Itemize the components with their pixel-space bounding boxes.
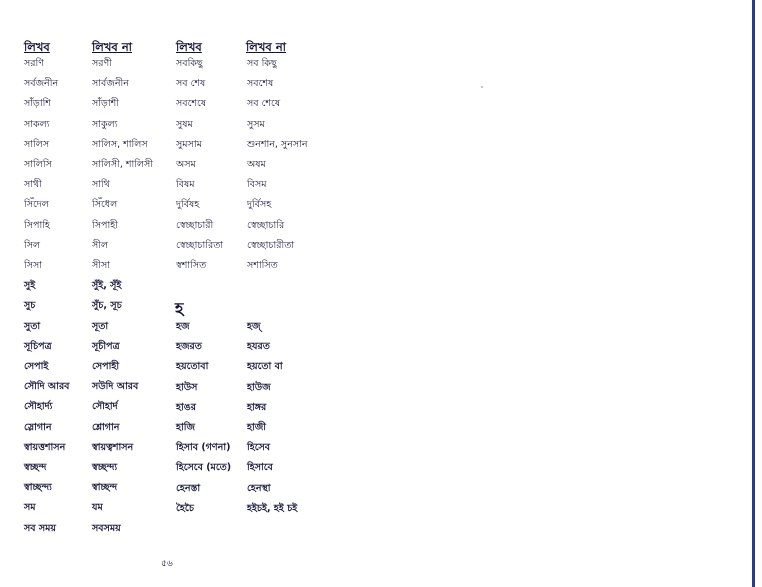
incorrect-word: স্বাচ্ছন্দ [92, 482, 118, 494]
incorrect-word: সাঁড়াশী [92, 98, 119, 110]
correct-word: সুই [24, 280, 36, 292]
correct-word: সব সময় [24, 522, 57, 534]
incorrect-word: সিপাহী [92, 219, 118, 231]
incorrect-word: হিসেব [247, 442, 271, 454]
incorrect-word: হজ্ [247, 321, 261, 332]
correct-word: হাউস [176, 381, 198, 393]
correct-word: স্বেচ্ছাচারী [176, 219, 214, 231]
correct-word: সরণি [24, 58, 44, 69]
incorrect-word: হইচই, হই চই [247, 502, 298, 514]
incorrect-word: স্বচ্ছন্দ্য [92, 462, 118, 473]
correct-word: সম [24, 502, 36, 514]
correct-word: হৈচৈ [176, 502, 194, 514]
incorrect-word: সুসম [247, 118, 265, 130]
incorrect-word: বিসম [247, 179, 267, 191]
correct-word: দুর্বিষহ [176, 199, 200, 211]
correct-word: সিপাহি [24, 219, 50, 231]
incorrect-word: স্বেচ্ছাচারীতা [247, 239, 295, 251]
correct-word: সূচিপত্র [24, 340, 52, 352]
correct-word: সর্বজনীন [24, 78, 59, 90]
correct-word: সুমসাম [176, 138, 202, 150]
correct-word: সালিস [24, 138, 50, 150]
header-correct-left: লিখব [24, 40, 50, 54]
correct-word: সিঁদেল [24, 199, 49, 211]
correct-word: হাজি [176, 422, 195, 433]
correct-word: সবশেষে [176, 98, 207, 110]
incorrect-word: সেপাহী [92, 361, 120, 372]
incorrect-word: সূচীপত্র [92, 340, 120, 352]
incorrect-word: যম [92, 502, 103, 514]
incorrect-word: সাথি [92, 179, 110, 191]
incorrect-word: সালিস, শালিস [92, 138, 148, 150]
incorrect-word: শ্লোগান [92, 421, 120, 433]
incorrect-word: হিসাবে [247, 462, 273, 474]
incorrect-word: সুঁচ, সূচ [92, 300, 122, 312]
incorrect-word: হযরত [247, 341, 270, 353]
header-wrong-left: লিখব না [92, 40, 133, 54]
correct-word: সৌদি আরব [24, 381, 70, 393]
incorrect-word: সৌহার্দ [92, 401, 118, 413]
incorrect-word: সবশেষ [247, 78, 274, 90]
incorrect-word: সার্বজনীন [92, 78, 129, 90]
correct-word: সাঁড়াশি [24, 98, 51, 110]
incorrect-word: হেনস্থা [247, 482, 271, 494]
correct-word: সিসা [24, 260, 43, 271]
incorrect-word: স্বেচ্ছাচারি [247, 219, 285, 231]
correct-word: হজরত [176, 341, 202, 353]
incorrect-word: হাজী [247, 422, 266, 433]
correct-word: হিসেবে (মতে) [176, 462, 232, 474]
correct-word: হেনস্তা [176, 482, 201, 494]
incorrect-word: সউদি আরব [92, 381, 139, 393]
incorrect-word: সালিসী, শালিসী [92, 159, 154, 170]
incorrect-word: সীসা [92, 260, 111, 271]
correct-word: সাথী [24, 179, 42, 191]
correct-word: স্বাচ্ছন্দ্য [24, 482, 52, 494]
incorrect-word: হাঙ্গর [247, 401, 267, 413]
page-number: ৫৬ [161, 559, 173, 569]
incorrect-word: সূতা [92, 320, 109, 332]
correct-word: স্বচ্ছন্দ [24, 462, 47, 473]
correct-word: স্বায়ত্তশাসন [24, 441, 66, 453]
correct-word: সৌহার্দ্য [24, 401, 53, 413]
header-wrong-right: লিখব না [246, 40, 287, 54]
incorrect-word: স্বায়ত্বশাসন [92, 441, 134, 453]
incorrect-word: সবসময় [92, 522, 121, 534]
correct-word: স্লোগান [24, 421, 52, 433]
incorrect-word: সুঁই, সূঁই [92, 280, 122, 292]
page-margin [755, 0, 762, 587]
correct-word: অসম [176, 159, 196, 170]
correct-word: হাঙর [176, 401, 196, 413]
correct-word: বিষম [176, 179, 195, 191]
section-letter-ha: হ [175, 299, 184, 318]
incorrect-word: সাকুল্য [92, 118, 118, 130]
correct-word: হজ [176, 321, 190, 332]
incorrect-word: সীল [92, 239, 109, 251]
correct-word: স্বশাসিত [176, 260, 207, 271]
incorrect-word: সশাসিত [247, 260, 278, 271]
incorrect-word: দুর্বিসহ [247, 199, 272, 211]
incorrect-word: হাউজ [247, 381, 271, 393]
incorrect-word: শুনশান, সুনসান [247, 138, 308, 150]
correct-word: সুচ [24, 300, 36, 312]
incorrect-word: সরণী [92, 58, 112, 69]
correct-word: হয়তোবা [176, 361, 209, 373]
correct-word: সেপাই [24, 361, 49, 372]
incorrect-word: সব কিছু [247, 58, 277, 69]
incorrect-word: হয়তো বা [247, 361, 283, 373]
correct-word: সুষম [176, 118, 193, 130]
incorrect-word: সিঁধেল [92, 199, 118, 211]
header-correct-right: লিখব [176, 40, 202, 54]
scan-speck [481, 86, 483, 88]
incorrect-word: অষম [247, 159, 266, 170]
correct-word: হিসাব (গণনা) [176, 442, 231, 454]
correct-word: সালিসি [24, 159, 52, 170]
correct-word: সুতা [24, 320, 41, 332]
correct-word: সব শেষ [176, 78, 206, 90]
correct-word: সিল [24, 239, 41, 251]
correct-word: সবকিছু [176, 58, 203, 69]
incorrect-word: সব শেষে [247, 98, 281, 110]
correct-word: সাকল্য [24, 118, 50, 130]
correct-word: স্বেচ্ছাচারিতা [176, 239, 224, 251]
